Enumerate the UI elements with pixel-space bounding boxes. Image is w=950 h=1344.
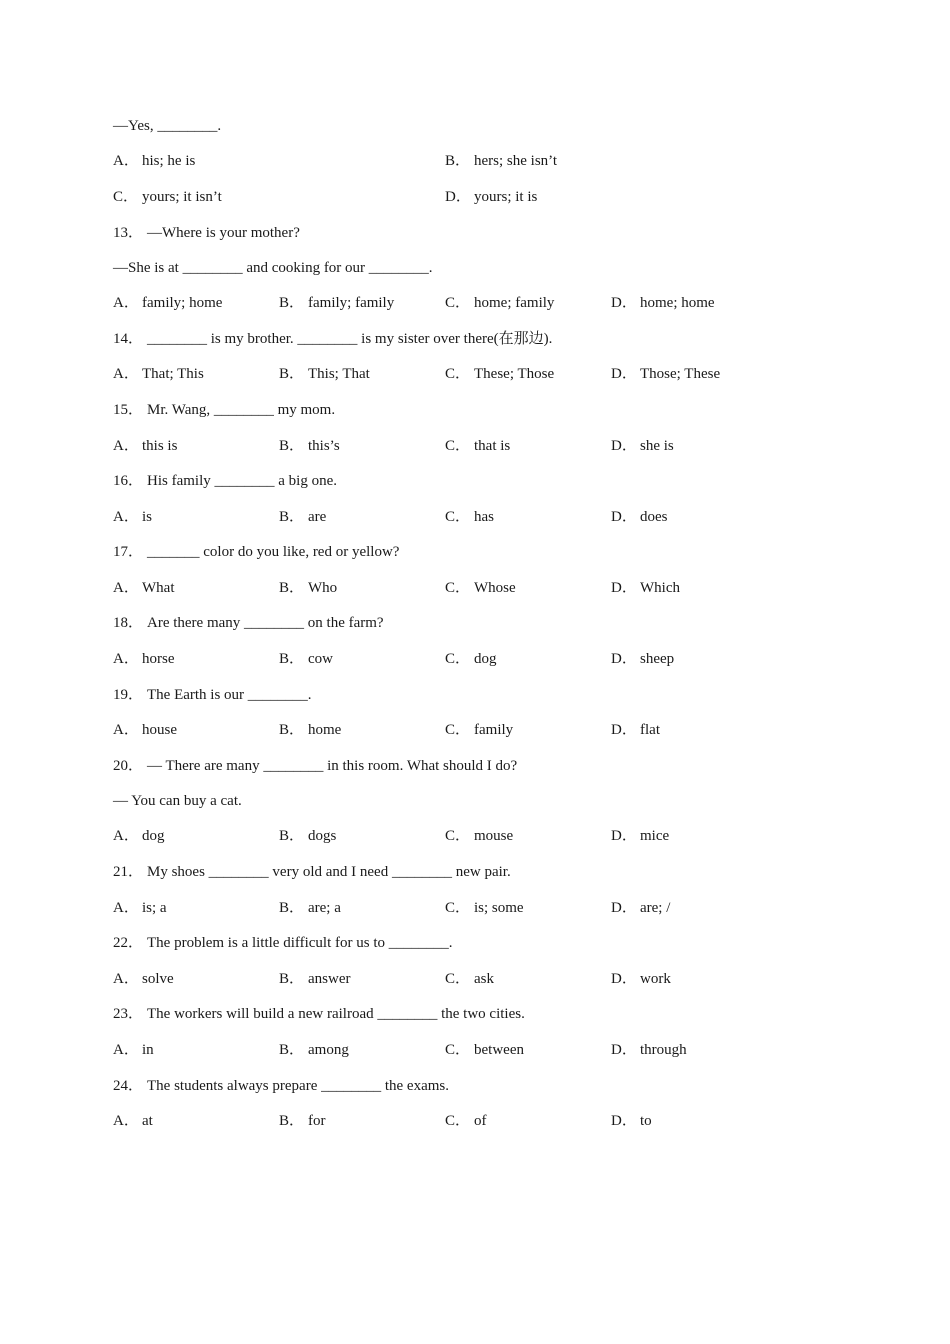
q16-option-b [279, 506, 326, 528]
q18-option-a [113, 648, 175, 670]
option-letter: C． [113, 189, 139, 205]
option-letter: D． [611, 828, 637, 844]
option-text: ask [474, 971, 494, 987]
option-text: his; he is [142, 153, 196, 169]
option-text: is [142, 509, 153, 525]
question-text: The students always prepare ________ the exams. [147, 1078, 449, 1094]
option-letter: A． [113, 971, 139, 987]
q21-option-b [279, 897, 341, 919]
q23-option-c [445, 1039, 524, 1061]
option-letter: D． [611, 651, 637, 667]
q19-option-d [611, 719, 660, 741]
option-text: Whose [474, 580, 516, 596]
option-text: yours; it isn’t [142, 189, 222, 205]
option-letter: D． [611, 438, 637, 454]
q13-option-c [445, 292, 554, 314]
option-letter: D． [611, 1042, 637, 1058]
option-letter: D． [611, 971, 637, 987]
question-text: — There are many ________ in this room. What should I do? [147, 758, 518, 774]
question-number: 16． [113, 473, 144, 489]
option-letter: A． [113, 153, 139, 169]
option-letter: A． [113, 366, 139, 382]
option-letter: B． [279, 509, 305, 525]
option-text: That; This [142, 366, 204, 382]
q20-option-b [279, 825, 336, 847]
question-number: 19． [113, 687, 144, 703]
option-text: home [308, 722, 342, 738]
q18-option-d [611, 648, 674, 670]
option-letter: C． [445, 900, 471, 916]
q21-option-a [113, 897, 167, 919]
q13-option-b [279, 292, 394, 314]
option-letter: C． [445, 580, 471, 596]
option-letter: C． [445, 722, 471, 738]
option-letter: A． [113, 295, 139, 311]
q19-stem [113, 684, 312, 706]
option-letter: C． [445, 366, 471, 382]
option-text: are; / [640, 900, 671, 916]
q16-option-d [611, 506, 668, 528]
option-text: this is [142, 438, 178, 454]
option-text: is; some [474, 900, 524, 916]
question-number: 21． [113, 864, 144, 880]
option-text: at [142, 1113, 153, 1129]
option-letter: B． [279, 722, 305, 738]
q23-option-a [113, 1039, 154, 1061]
option-letter: A． [113, 722, 139, 738]
q22-stem [113, 932, 453, 954]
option-letter: D． [611, 366, 637, 382]
option-letter: B． [279, 828, 305, 844]
q24-option-c [445, 1110, 487, 1132]
question-number: 24． [113, 1078, 144, 1094]
option-text: home; family [474, 295, 555, 311]
option-letter: D． [445, 189, 471, 205]
q17-option-a [113, 577, 174, 599]
option-text: that is [474, 438, 511, 454]
option-text: sheep [640, 651, 675, 667]
option-text: Who [308, 580, 338, 596]
q22-option-c [445, 968, 494, 990]
option-text: among [308, 1042, 349, 1058]
option-text: Those; These [640, 366, 721, 382]
question-text: The Earth is our ________. [147, 687, 312, 703]
option-letter: A． [113, 900, 139, 916]
option-letter: B． [279, 366, 305, 382]
q18-stem [113, 612, 384, 634]
option-letter: B． [279, 295, 305, 311]
q15-option-d [611, 435, 674, 457]
option-letter: C． [445, 651, 471, 667]
q12-option-b [445, 150, 557, 172]
option-letter: D． [611, 295, 637, 311]
q14-option-a [113, 363, 204, 385]
question-number: 22． [113, 935, 144, 951]
option-letter: A． [113, 1042, 139, 1058]
option-text: for [308, 1113, 326, 1129]
option-text: she is [640, 438, 674, 454]
q12-answer-line: —Yes, ________. [113, 118, 222, 134]
q22-option-d [611, 968, 671, 990]
q15-option-c [445, 435, 510, 457]
q23-option-b [279, 1039, 349, 1061]
question-number: 18． [113, 615, 144, 631]
option-text: dog [474, 651, 497, 667]
option-text: through [640, 1042, 687, 1058]
question-text: The workers will build a new railroad ________ the two cities. [147, 1006, 525, 1022]
q12-option-d [445, 186, 537, 208]
option-text: home; home [640, 295, 715, 311]
option-text: mice [640, 828, 670, 844]
option-letter: C． [445, 971, 471, 987]
q24-option-a [113, 1110, 153, 1132]
option-text: dog [142, 828, 165, 844]
option-letter: B． [279, 1113, 305, 1129]
option-text: house [142, 722, 177, 738]
question-text: My shoes ________ very old and I need ________ new pair. [147, 864, 511, 880]
option-text: does [640, 509, 668, 525]
option-text: in [142, 1042, 154, 1058]
option-letter: A． [113, 580, 139, 596]
q13-extra: —She is at ________ and cooking for our ________. [113, 260, 433, 276]
q24-option-d [611, 1110, 652, 1132]
option-letter: C． [445, 509, 471, 525]
q16-option-c [445, 506, 494, 528]
option-text: this’s [308, 438, 340, 454]
question-text: —Where is your mother? [147, 225, 300, 241]
option-text: to [640, 1113, 652, 1129]
q16-stem [113, 470, 337, 492]
option-text: work [640, 971, 671, 987]
q22-option-a [113, 968, 174, 990]
option-text: cow [308, 651, 333, 667]
option-text: mouse [474, 828, 514, 844]
q13-stem [113, 222, 300, 244]
q12-option-c [113, 186, 222, 208]
option-text: These; Those [474, 366, 555, 382]
option-letter: B． [279, 900, 305, 916]
question-text: Are there many ________ on the farm? [147, 615, 384, 631]
option-letter: C． [445, 828, 471, 844]
q21-option-d [611, 897, 670, 919]
question-number: 17． [113, 544, 144, 560]
option-text: dogs [308, 828, 337, 844]
q20-option-d [611, 825, 669, 847]
option-letter: B． [279, 651, 305, 667]
q17-option-d [611, 577, 680, 599]
option-text: What [142, 580, 175, 596]
option-letter: C． [445, 1042, 471, 1058]
option-letter: A． [113, 438, 139, 454]
question-text: The problem is a little difficult for us to ________. [147, 935, 453, 951]
question-text: His family ________ a big one. [147, 473, 337, 489]
question-number: 15． [113, 402, 144, 418]
q14-option-d [611, 363, 720, 385]
question-number: 14． [113, 331, 144, 347]
question-text: Mr. Wang, ________ my mom. [147, 402, 336, 418]
option-text: yours; it is [474, 189, 538, 205]
q15-option-a [113, 435, 177, 457]
option-letter: D． [611, 900, 637, 916]
option-text: answer [308, 971, 351, 987]
q14-option-c [445, 363, 554, 385]
q19-option-c [445, 719, 513, 741]
option-letter: D． [611, 509, 637, 525]
option-letter: A． [113, 651, 139, 667]
option-text: hers; she isn’t [474, 153, 558, 169]
option-text: are [308, 509, 327, 525]
q23-option-d [611, 1039, 687, 1061]
option-text: horse [142, 651, 175, 667]
q15-option-b [279, 435, 340, 457]
option-letter: B． [445, 153, 471, 169]
q20-option-c [445, 825, 513, 847]
q12-option-a [113, 150, 195, 172]
option-letter: D． [611, 580, 637, 596]
option-text: Which [640, 580, 680, 596]
option-letter: C． [445, 295, 471, 311]
q19-option-a [113, 719, 177, 741]
option-letter: C． [445, 1113, 471, 1129]
option-letter: B． [279, 1042, 305, 1058]
q17-stem [113, 541, 399, 563]
option-text: family [474, 722, 514, 738]
option-text: has [474, 509, 494, 525]
q14-stem [113, 328, 552, 350]
q24-option-b [279, 1110, 326, 1132]
q17-option-b [279, 577, 337, 599]
q24-stem [113, 1075, 449, 1097]
q18-option-c [445, 648, 497, 670]
option-letter: B． [279, 580, 305, 596]
question-text: ________ is my brother. ________ is my sister over there(在那边). [147, 331, 553, 347]
option-letter: B． [279, 438, 305, 454]
option-letter: A． [113, 509, 139, 525]
option-letter: A． [113, 828, 139, 844]
q23-stem [113, 1003, 525, 1025]
option-text: are; a [308, 900, 341, 916]
option-text: flat [640, 722, 660, 738]
q22-option-b [279, 968, 350, 990]
q16-option-a [113, 506, 152, 528]
option-text: family; family [308, 295, 395, 311]
q20-stem [113, 755, 517, 777]
option-letter: C． [445, 438, 471, 454]
option-text: between [474, 1042, 524, 1058]
question-text: _______ color do you like, red or yellow? [147, 544, 400, 560]
q18-option-b [279, 648, 333, 670]
q19-option-b [279, 719, 341, 741]
option-letter: B． [279, 971, 305, 987]
option-text: solve [142, 971, 174, 987]
option-letter: D． [611, 722, 637, 738]
option-text: of [474, 1113, 487, 1129]
q15-stem [113, 399, 335, 421]
option-text: is; a [142, 900, 167, 916]
option-letter: D． [611, 1113, 637, 1129]
q14-option-b [279, 363, 370, 385]
q17-option-c [445, 577, 516, 599]
q20-extra: — You can buy a cat. [113, 793, 242, 809]
option-text: This; That [308, 366, 370, 382]
option-text: family; home [142, 295, 223, 311]
q21-stem [113, 861, 511, 883]
q13-option-d [611, 292, 715, 314]
option-letter: A． [113, 1113, 139, 1129]
question-number: 23． [113, 1006, 144, 1022]
q13-option-a [113, 292, 222, 314]
question-number: 13． [113, 225, 144, 241]
q21-option-c [445, 897, 524, 919]
question-number: 20． [113, 758, 144, 774]
q20-option-a [113, 825, 165, 847]
